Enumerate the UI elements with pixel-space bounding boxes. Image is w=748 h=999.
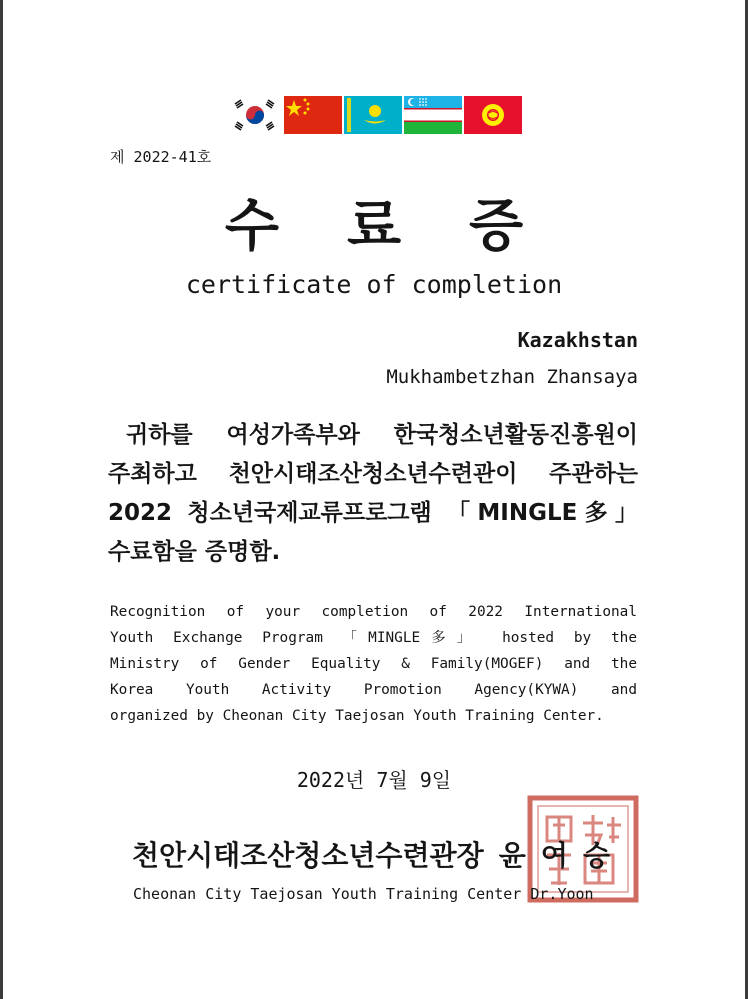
certificate-number: 제 2022-41호 [110,148,212,166]
kyrgyzstan-flag-icon [464,96,522,134]
body-english-line: Korea Youth Activity Promotion Agency(KYWA) and [110,682,637,698]
body-korean-line: 수료함을 증명함. [108,539,281,565]
issue-date: 2022년 7월 9일 [296,768,452,792]
flag-row [228,96,524,134]
page-border-left [0,0,3,999]
body-text-english [110,599,637,729]
body-english-line: organized by Cheonan City Taejosan Youth Training Center. [110,708,604,724]
certificate-title-korean: 수료증 [224,194,592,259]
body-english-line: Youth Exchange Program 「MINGLE多」 hosted by the [110,630,637,646]
body-korean-line: 주최하고 천안시태조산청소년수련관이 주관하는 [108,461,638,487]
signer-title-english: Cheonan City Taejosan Youth Training Center Dr.Yoon [133,885,594,903]
kazakhstan-flag-icon [344,96,402,134]
body-korean-line: 2022 청소년국제교류프로그램 「MINGLE多」 [108,500,638,526]
body-text-korean [108,416,638,572]
uzbekistan-flag-icon [404,96,462,134]
certificate-title-english: certificate of completion [185,270,563,299]
signer-title-korean: 천안시태조산청소년수련관장 윤 여 승 [132,839,610,872]
body-korean-line: 귀하를 여성가족부와 한국청소년활동진흥원이 [126,422,638,448]
china-flag-icon [284,96,342,134]
recipient-name: Mukhambetzhan Zhansaya [386,366,638,388]
recipient-country: Kazakhstan [517,328,638,352]
south-korea-flag-icon [228,96,282,134]
body-english-line: Ministry of Gender Equality & Family(MOGEF) and the [110,656,637,672]
body-english-line: Recognition of your completion of 2022 International [110,604,637,620]
